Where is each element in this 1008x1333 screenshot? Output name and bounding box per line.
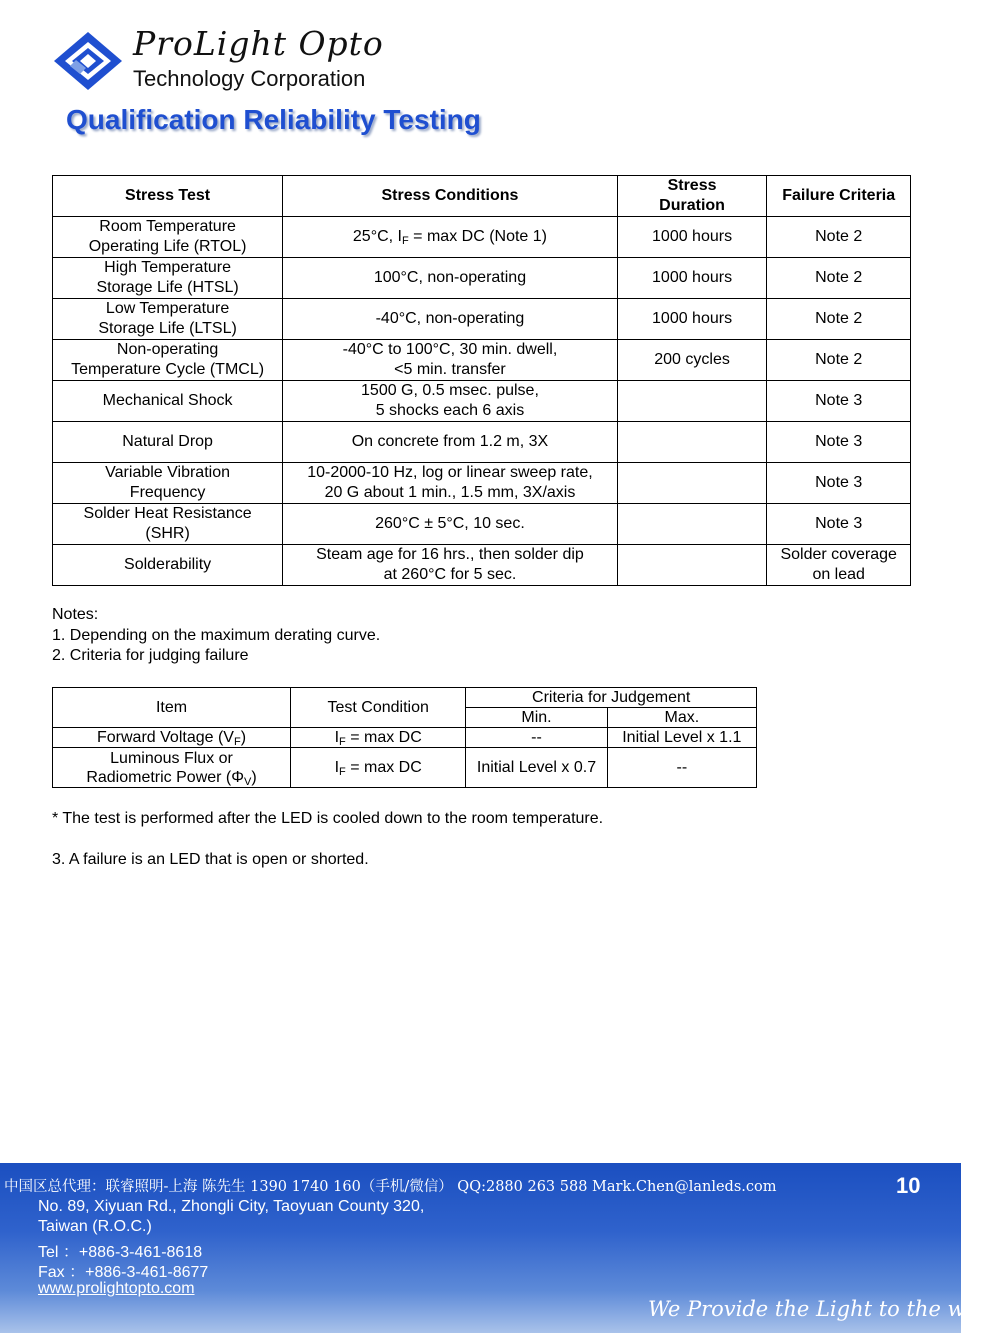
stress-test-cell [53, 463, 283, 504]
failure-criteria-cell: Note 3 [767, 504, 911, 545]
condition-line: 10-2000-10 Hz, log or linear sweep rate, [307, 464, 593, 481]
brand-name: ProLight Opto [133, 24, 384, 63]
stress-test-line: Storage Life (LTSL) [98, 320, 237, 337]
judgement-criteria-table [52, 687, 757, 788]
header-criteria-for-judgement: Criteria for Judgement [466, 688, 757, 708]
condition-text: = max DC (Note 1) [408, 228, 547, 245]
stress-test-line: Temperature Cycle (TMCL) [71, 361, 265, 378]
table-header-row [53, 176, 911, 217]
failure-criteria-cell: Note 2 [767, 340, 911, 381]
max-cell: Initial Level x 1.1 [607, 728, 756, 748]
stress-duration-cell: 1000 hours [617, 217, 767, 258]
stress-test-line: Low Temperature [105, 300, 230, 317]
stress-test-line: Storage Life (HTSL) [96, 279, 239, 296]
stress-test-cell: Solderability [53, 545, 283, 586]
min-cell: Initial Level x 0.7 [466, 748, 607, 788]
table-row [53, 748, 757, 788]
item-subscript: F [233, 736, 241, 748]
note-item: 2. Criteria for judging failure [52, 647, 249, 664]
table-row [53, 258, 911, 299]
criteria-line: Solder coverage [780, 546, 897, 563]
table-row [53, 299, 911, 340]
condition-line: Steam age for 16 hrs., then solder dip [316, 546, 584, 563]
table-row [53, 463, 911, 504]
condition-line: <5 min. transfer [394, 361, 506, 378]
address-line-2: Taiwan (R.O.C.) [38, 1218, 152, 1235]
table-row [53, 422, 911, 463]
item-subscript: V [244, 775, 252, 788]
min-cell: -- [466, 728, 607, 748]
page-title: Qualification Reliability Testing [66, 104, 481, 135]
stress-duration-cell [617, 504, 767, 545]
stress-condition-cell: 260°C ± 5°C, 10 sec. [283, 504, 618, 545]
table-row [53, 728, 757, 748]
failure-criteria-cell: Note 2 [767, 217, 911, 258]
header-stress-conditions: Stress Conditions [283, 176, 618, 217]
failure-criteria-cell: Note 3 [767, 463, 911, 504]
stress-test-cell [53, 299, 283, 340]
stress-test-cell [53, 340, 283, 381]
stress-condition-cell [283, 217, 618, 258]
distributor-contact-line: 中国区总代理：联睿照明-上海 陈先生 1390 1740 160（手机/微信） QQ:2880 263 588 Mark.Chen@lanleds.com [4, 1179, 777, 1195]
stress-test-cell [53, 258, 283, 299]
item-text: Radiometric Power (Φ [86, 768, 245, 786]
table-row [53, 217, 911, 258]
condition-text: = max DC [345, 759, 422, 776]
header-min: Min. [466, 708, 607, 728]
header-test-condition: Test Condition [291, 688, 466, 728]
stress-test-cell: Mechanical Shock [53, 381, 283, 422]
failure-criteria-cell [767, 545, 911, 586]
stress-test-line: Frequency [129, 484, 206, 501]
stress-condition-cell: 100°C, non-operating [283, 258, 618, 299]
criteria-line: on lead [812, 566, 865, 583]
stress-condition-cell [283, 545, 618, 586]
stress-condition-cell [283, 340, 618, 381]
cooled-footnote: * The test is performed after the LED is cooled down to the room temperature. [52, 810, 604, 827]
stress-test-cell [53, 217, 283, 258]
condition-subscript: F [339, 766, 346, 778]
brand-subtitle: Technology Corporation [133, 66, 366, 91]
failure-criteria-cell: Note 2 [767, 258, 911, 299]
item-text: ) [240, 729, 247, 746]
stress-test-line: (SHR) [145, 525, 190, 542]
condition-text: I [334, 759, 340, 776]
test-condition-cell [291, 728, 466, 748]
condition-text: = max DC [345, 729, 422, 746]
condition-text: I [334, 729, 340, 746]
stress-test-line: Operating Life (RTOL) [88, 238, 247, 255]
stress-duration-cell [617, 463, 767, 504]
max-cell: -- [607, 748, 756, 788]
item-text: Luminous Flux or [110, 749, 233, 767]
condition-line: at 260°C for 5 sec. [383, 566, 517, 583]
header-stress-duration [617, 176, 767, 217]
failure-criteria-cell: Note 3 [767, 381, 911, 422]
stress-condition-cell: -40°C, non-operating [283, 299, 618, 340]
condition-subscript: F [339, 736, 346, 748]
item-cell [53, 748, 291, 788]
stress-duration-cell [617, 422, 767, 463]
item-text: ) [251, 768, 257, 786]
prolight-logo-icon [52, 30, 124, 92]
slogan: We Provide the Light to the world [648, 1297, 1008, 1321]
stress-test-cell: Natural Drop [53, 422, 283, 463]
footer-band [0, 1163, 1008, 1333]
website-link[interactable]: www.prolightopto.com [38, 1280, 195, 1297]
table-row [53, 381, 911, 422]
notes-block [52, 605, 380, 667]
test-condition-cell [291, 748, 466, 788]
header-max: Max. [607, 708, 756, 728]
condition-line: 5 shocks each 6 axis [375, 402, 525, 419]
condition-subscript: F [402, 235, 409, 247]
header-failure-criteria: Failure Criteria [767, 176, 911, 217]
stress-duration-cell: 200 cycles [617, 340, 767, 381]
condition-text: 25°C, I [352, 228, 402, 245]
stress-condition-cell [283, 463, 618, 504]
stress-test-cell [53, 504, 283, 545]
header-stress-test: Stress Test [53, 176, 283, 217]
condition-line: 20 G about 1 min., 1.5 mm, 3X/axis [324, 484, 576, 501]
header-item: Item [53, 688, 291, 728]
stress-duration-cell: 1000 hours [617, 258, 767, 299]
judgement-header-row [53, 688, 757, 708]
item-cell [53, 728, 291, 748]
table-row [53, 340, 911, 381]
note-item: 1. Depending on the maximum derating curve. [52, 626, 381, 644]
header-stress-duration-text: Stress Duration [659, 177, 725, 214]
failure-criteria-cell: Note 2 [767, 299, 911, 340]
note-3: 3. A failure is an LED that is open or shorted. [52, 851, 369, 868]
failure-criteria-cell: Note 3 [767, 422, 911, 463]
stress-test-line: High Temperature [104, 259, 232, 276]
page-number: 10 [896, 1173, 921, 1198]
stress-duration-cell [617, 381, 767, 422]
stress-duration-cell: 1000 hours [617, 299, 767, 340]
stress-test-line: Variable Vibration [105, 464, 230, 481]
stress-condition-cell: On concrete from 1.2 m, 3X [283, 422, 618, 463]
notes-heading: Notes: [52, 606, 99, 623]
telephone: Tel ：+886-3-461-8618 [38, 1244, 203, 1261]
stress-condition-cell [283, 381, 618, 422]
address-line-1: No. 89, Xiyuan Rd., Zhongli City, Taoyuan County 320, [38, 1198, 425, 1215]
condition-line: -40°C to 100°C, 30 min. dwell, [342, 341, 558, 358]
table-row [53, 545, 911, 586]
stress-test-line: Solder Heat Resistance [83, 505, 252, 522]
stress-duration-cell [617, 545, 767, 586]
stress-test-line: Room Temperature [99, 218, 236, 235]
stress-test-line: Non-operating [116, 341, 219, 358]
table-row [53, 504, 911, 545]
item-text: Forward Voltage (V [97, 729, 234, 746]
condition-line: 1500 G, 0.5 msec. pulse, [361, 382, 539, 399]
stress-test-table [52, 175, 911, 586]
fax: Fax ：+886-3-461-8677 [38, 1264, 209, 1281]
